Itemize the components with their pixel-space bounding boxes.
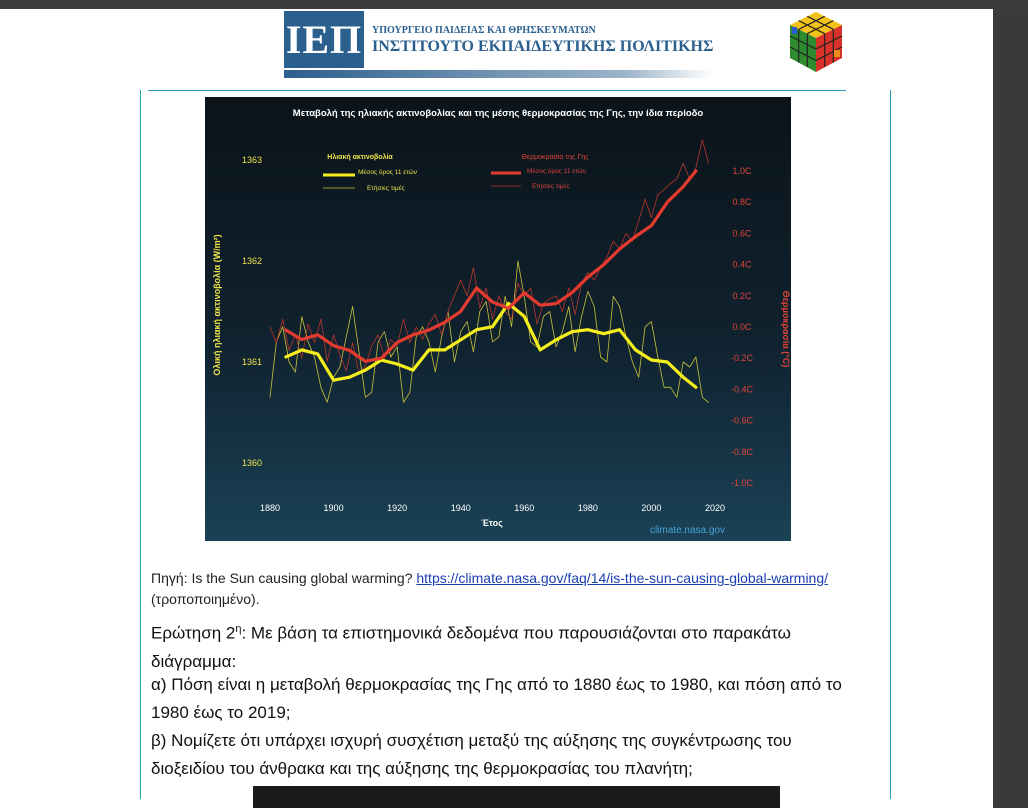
legend-temp-heading: Θερμοκρασία της Γης bbox=[521, 154, 589, 161]
y-right-tick-label: 0.4C bbox=[732, 259, 752, 270]
x-axis-label: Έτος bbox=[481, 518, 503, 528]
y-left-tick-label: 1362 bbox=[241, 256, 263, 266]
ministry-name: ΥΠΟΥΡΓΕΙΟ ΠΑΙΔΕΙΑΣ ΚΑΙ ΘΡΗΣΚΕΥΜΑΤΩΝ bbox=[372, 25, 596, 36]
legend-temp-avg-label: Μέσος όρος 11 ετών bbox=[527, 168, 586, 175]
left-axis-label: Ολική ηλιακή ακτινοβολία (W/m²) bbox=[212, 234, 222, 376]
frame-right-border bbox=[890, 90, 891, 799]
y-right-tick-label: 0.2C bbox=[732, 290, 752, 301]
question-rest: : Με βάση τα επιστημονικά δεδομένα που παρουσιάζονται στο παρακάτω διάγραμμα: bbox=[151, 623, 791, 671]
y-right-tick-label: -0.6C bbox=[730, 415, 754, 426]
x-tick-label: 1980 bbox=[577, 503, 598, 513]
chart-title: Μεταβολή της ηλιακής ακτινοβολίας και της μέσης θερμοκρασίας της Γης, την ίδια περίοδο bbox=[292, 108, 704, 119]
y-right-tick-label: -0.8C bbox=[730, 446, 754, 457]
legend-solar-annual-label: Ετήσιες τιμές bbox=[367, 185, 405, 192]
institute-name: ΙΝΣΤΙΤΟΥΤΟ ΕΚΠΑΙΔΕΥΤΙΚΗΣ ΠΟΛΙΤΙΚΗΣ bbox=[372, 38, 714, 55]
question-heading bbox=[151, 615, 851, 676]
x-tick-label: 1920 bbox=[387, 503, 408, 513]
source-watermark: climate.nasa.gov bbox=[649, 525, 725, 536]
x-tick-label: 2020 bbox=[704, 503, 726, 513]
x-tick-label: 1940 bbox=[450, 503, 471, 513]
solar-temperature-chart bbox=[205, 97, 791, 541]
iep-logo-mark: ΙΕΠ bbox=[284, 11, 364, 68]
x-tick-label: 1900 bbox=[323, 503, 344, 513]
x-tick-label: 2000 bbox=[641, 503, 662, 513]
y-left-tick-label: 1363 bbox=[241, 155, 263, 165]
x-tick-label: 1960 bbox=[514, 503, 535, 513]
iep-logo bbox=[284, 11, 712, 78]
y-left-tick-label: 1360 bbox=[241, 458, 263, 468]
question-part-a: α) Πόση είναι η μεταβολή θερμοκρασίας της Γης από το 1880 έως το 1980, και πόση από το 1980 έως το 2019; bbox=[151, 675, 842, 722]
y-right-tick-label: 0.8C bbox=[732, 197, 752, 208]
caption-source-suffix: (τροποποιημένο). bbox=[151, 591, 260, 607]
nasa-source-link[interactable]: https://climate.nasa.gov/faq/14/is-the-sun-causing-global-warming/ bbox=[416, 570, 829, 586]
question-lead: Ερώτηση 2 bbox=[151, 623, 236, 643]
question-part-b: β) Νομίζετε ότι υπάρχει ισχυρή συσχέτιση μεταξύ της αύξησης της συγκέντρωσης του διοξειδίου του άνθρακα και της αύξησης της θερμοκρασίας του πλανήτη; bbox=[151, 731, 792, 778]
vertical-scrollbar[interactable] bbox=[993, 9, 1028, 808]
y-right-tick-label: -0.2C bbox=[730, 353, 754, 364]
figure-caption bbox=[151, 568, 851, 610]
y-right-tick-label: -0.4C bbox=[730, 384, 754, 395]
frame-left-border bbox=[140, 90, 141, 799]
right-axis-label: Θερμοκρασία (°C) bbox=[781, 290, 791, 368]
chart-svg bbox=[205, 97, 791, 541]
legend-solar-heading: Ηλιακή ακτινοβολία bbox=[327, 154, 393, 161]
y-right-tick-label: 0.6C bbox=[732, 228, 752, 239]
next-figure-partial bbox=[253, 786, 780, 808]
legend-temp-annual-label: Ετήσιες τιμές bbox=[532, 183, 570, 190]
question-superscript: η bbox=[235, 623, 242, 635]
legend-solar-avg-label: Μέσος όρος 11 ετών bbox=[358, 169, 417, 176]
x-tick-label: 1880 bbox=[259, 503, 281, 513]
y-right-tick-label: 1.0C bbox=[732, 166, 752, 176]
caption-source-prefix: Πηγή: Is the Sun causing global warming? bbox=[151, 570, 417, 586]
y-left-tick-label: 1361 bbox=[241, 357, 263, 367]
rubiks-cube-icon bbox=[786, 10, 846, 74]
y-right-tick-label: -1.0C bbox=[730, 478, 754, 488]
frame-top-border bbox=[148, 90, 846, 91]
logo-underline bbox=[284, 70, 712, 78]
y-right-tick-label: 0.0C bbox=[732, 322, 752, 332]
